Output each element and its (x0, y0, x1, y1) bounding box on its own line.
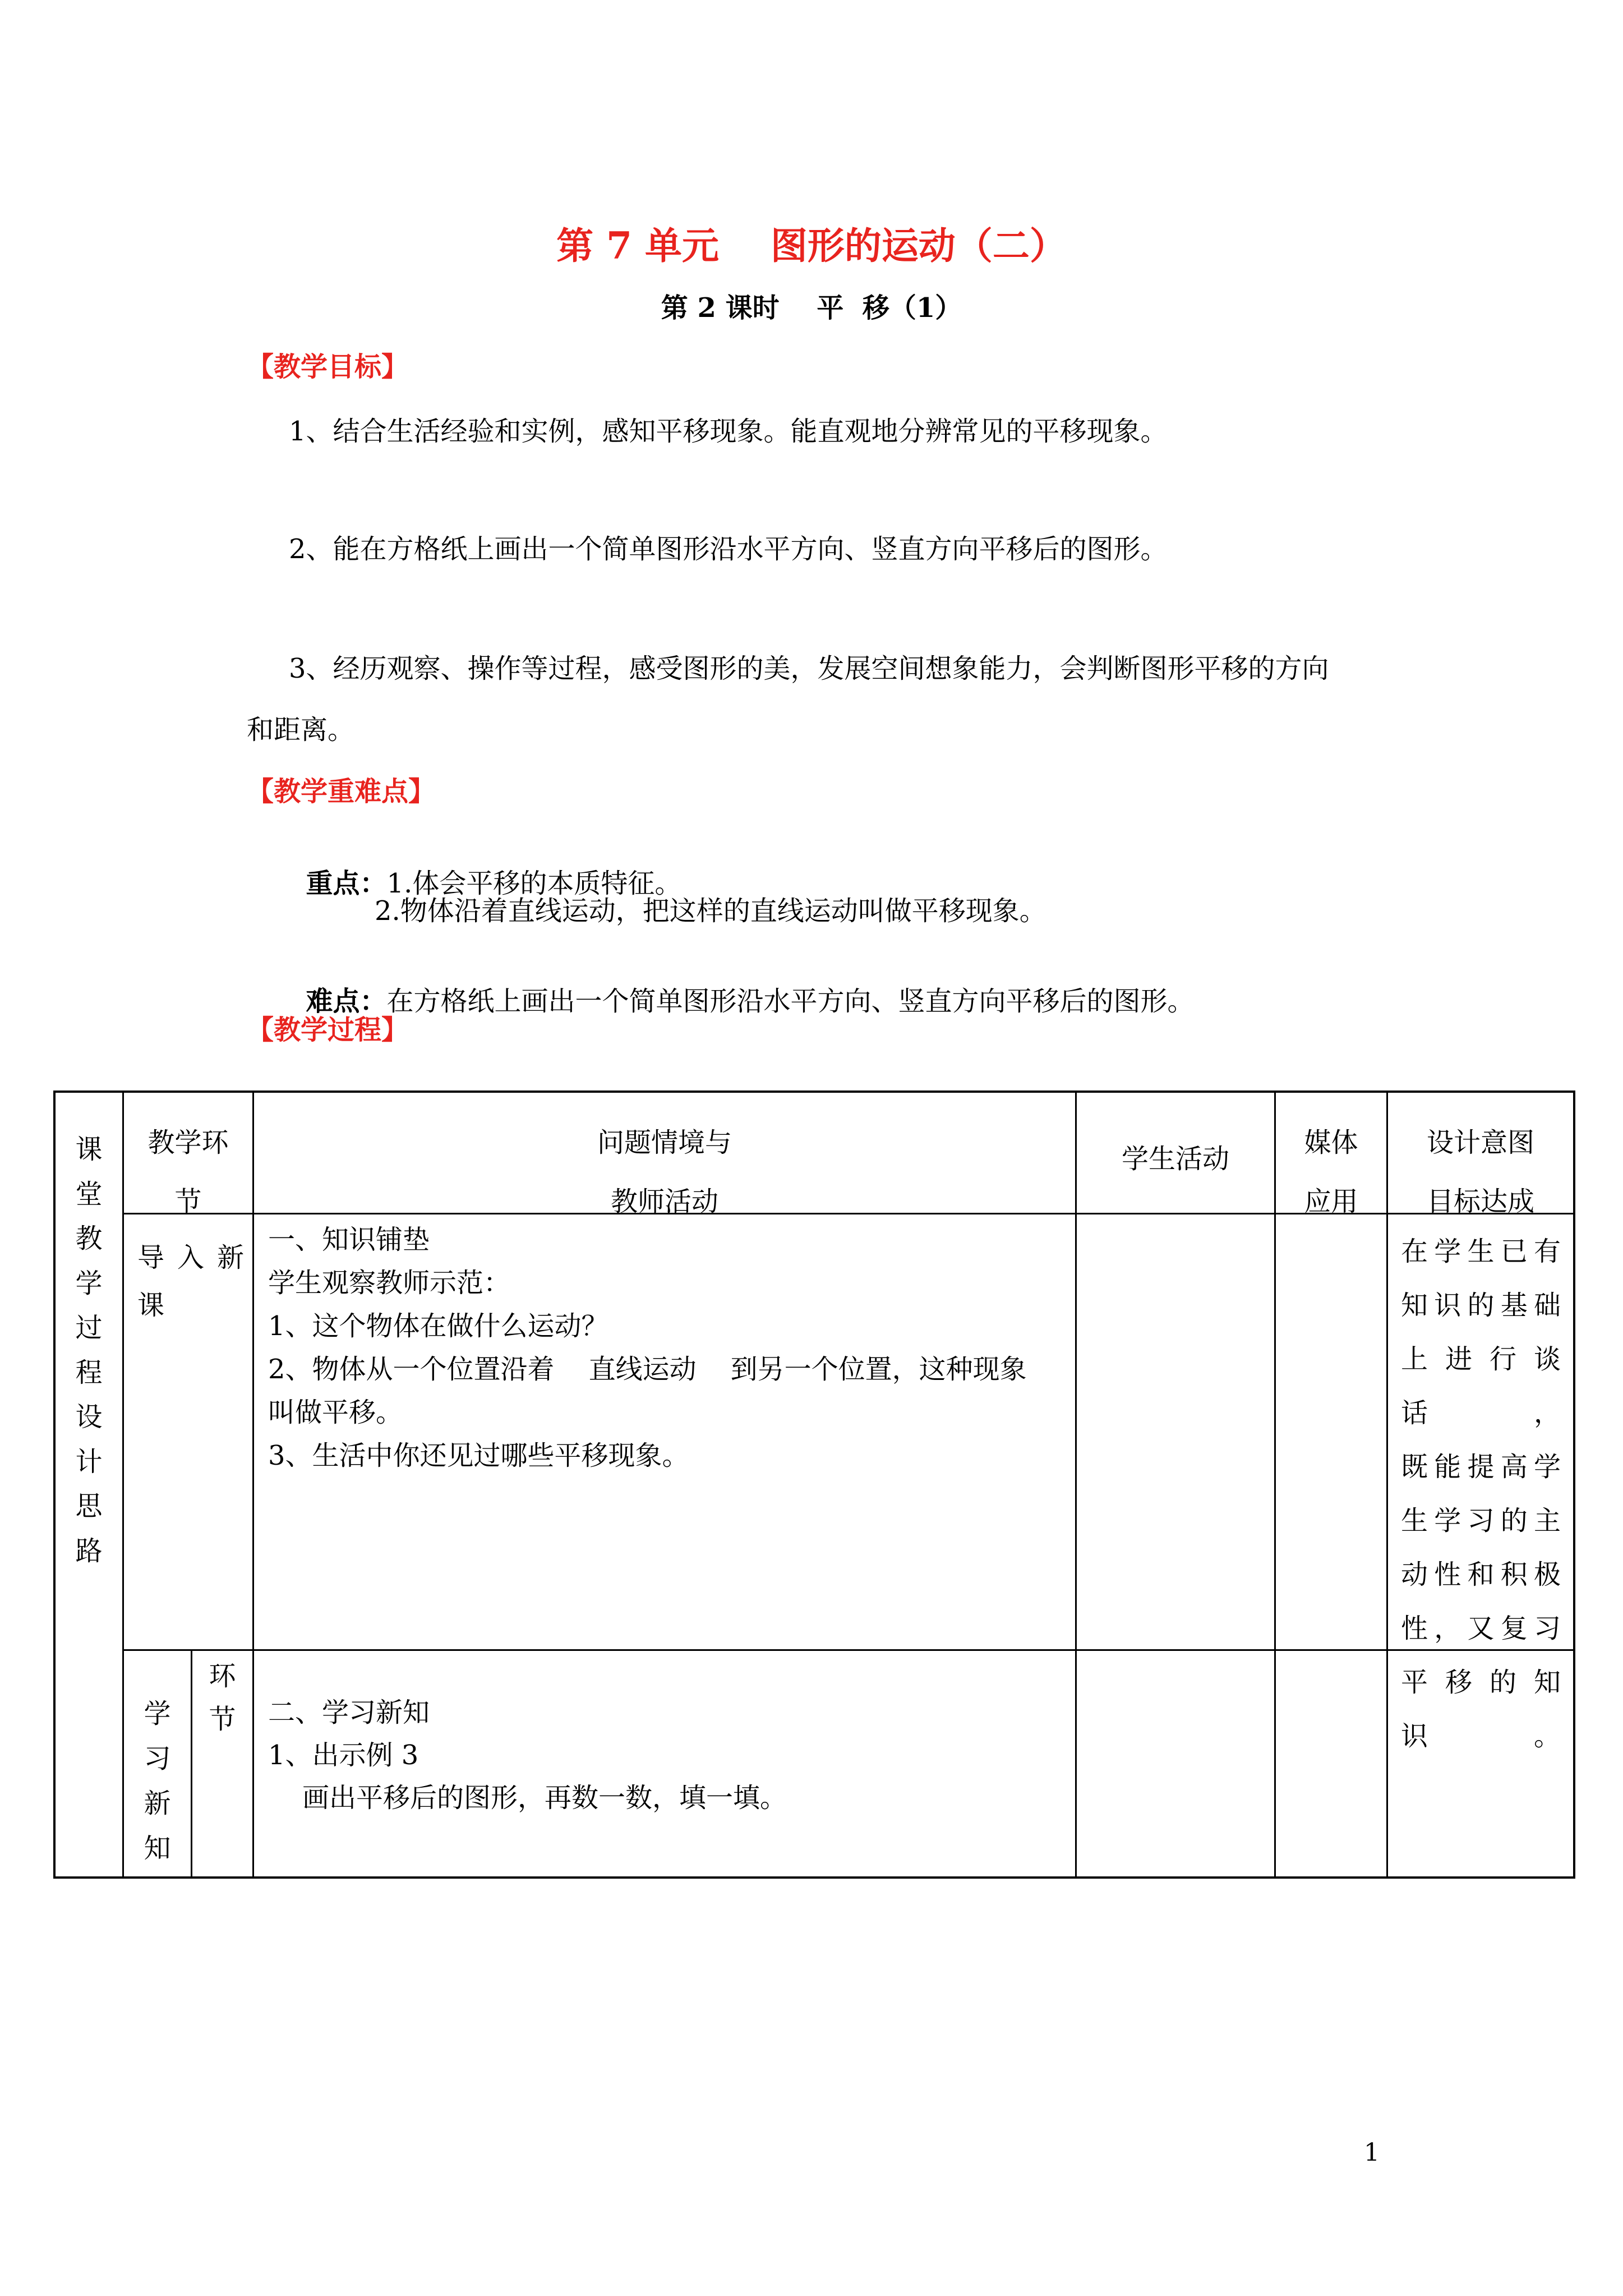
row2-teacher-line: 画出平移后的图形，再数一数，填一填。 (268, 1782, 787, 1814)
header-teacher (254, 1114, 1075, 1231)
objective-item: 3、经历观察、操作等过程，感受图形的美，发展空间想象能力，会判断图形平移的方向 (289, 653, 1329, 684)
objective-item-continued: 和距离。 (247, 714, 355, 746)
header-teacher-line: 问题情境与 (597, 1127, 732, 1158)
page-number: 1 (1364, 2138, 1380, 2167)
header-design-line: 设计意图 (1426, 1127, 1534, 1158)
table-rule (1075, 1091, 1077, 1879)
row1-design-line: 在学生已有 (1401, 1236, 1561, 1267)
row1-teacher-line: 2、物体从一个位置沿着 直线运动 到另一个位置，这种现象 (268, 1354, 1027, 1385)
difficult-point-text: 在方格纸上画出一个简单图形沿水平方向、竖直方向平移后的图形。 (386, 986, 1195, 1017)
row2-teacher-line: 1、出示例 3 (268, 1740, 419, 1771)
row1-design-line: 性，又复习 (1401, 1613, 1561, 1644)
row1-stage-line: 导 入 新 (137, 1242, 244, 1273)
row2-stage-sub-char: 环 (209, 1660, 236, 1692)
header-student: 学生活动 (1121, 1143, 1229, 1175)
row1-stage (137, 1234, 244, 1329)
header-media-line: 媒体 (1304, 1127, 1358, 1158)
row2-stage-char: 知 (144, 1833, 171, 1864)
row1-design-line: 知识的基础 (1401, 1290, 1561, 1321)
process-heading: 【教学过程】 (247, 1014, 409, 1046)
header-design (1388, 1114, 1573, 1231)
row2-stage-char: 习 (144, 1743, 171, 1774)
row1-teacher-line: 一、知识铺垫 (268, 1224, 430, 1255)
side-label-char: 路 (75, 1535, 103, 1567)
objectives-heading: 【教学目标】 (247, 351, 409, 383)
row1-design-line: 平移的知识。 (1401, 1667, 1561, 1752)
row1-design-line: 上进行谈话， (1401, 1343, 1561, 1429)
row2-stage-char: 学 (144, 1698, 171, 1729)
difficult-point-label: 难点： (306, 986, 387, 1017)
key-point-label: 重点： (306, 868, 387, 899)
side-label-char: 教 (75, 1223, 103, 1254)
row2-stage-char: 新 (144, 1788, 171, 1819)
row1-stage-line: 课 (137, 1290, 165, 1321)
row2-teacher-line: 二、学习新知 (268, 1697, 430, 1728)
header-stage-line: 节 (174, 1186, 202, 1217)
objective-item: 2、能在方格纸上画出一个简单图形沿水平方向、竖直方向平移后的图形。 (289, 533, 1168, 565)
row1-teacher-line: 叫做平移。 (268, 1397, 403, 1428)
side-label-char: 设 (75, 1401, 103, 1433)
row1-teacher (268, 1218, 1070, 1478)
objective-item: 1、结合生活经验和实例，感知平移现象。能直观地分辨常见的平移现象。 (289, 416, 1168, 447)
table-border-right (1573, 1091, 1575, 1879)
header-media (1276, 1114, 1386, 1231)
row1-teacher-line: 学生观察教师示范： (268, 1267, 511, 1299)
key-points-heading: 【教学重难点】 (247, 776, 436, 807)
row2-stage-main (124, 1691, 191, 1871)
side-label-char: 堂 (75, 1178, 103, 1210)
header-stage-line: 教学环 (147, 1127, 229, 1158)
side-label-char: 过 (75, 1312, 103, 1343)
row1-design-line: 生学习的主 (1401, 1505, 1561, 1536)
key-point-text: 2.物体沿着直线运动，把这样的直线运动叫做平移现象。 (375, 895, 1046, 927)
header-media-line: 应用 (1304, 1186, 1358, 1217)
table-rule (122, 1649, 1575, 1651)
side-label-char: 程 (75, 1356, 103, 1388)
table-border-top (53, 1091, 1575, 1093)
row1-teacher-line: 1、这个物体在做什么运动？ (268, 1310, 608, 1342)
row1-teacher-line: 3、生活中你还见过哪些平移现象。 (268, 1440, 689, 1471)
difficult-point-row (289, 948, 1195, 1018)
row2-stage-sub (192, 1655, 252, 1741)
row2-stage-sub-char: 节 (209, 1704, 236, 1735)
lesson-subtitle: 第 2 课时 平 移（1） (661, 292, 962, 324)
header-stage (124, 1114, 252, 1231)
side-label-char: 学 (75, 1267, 103, 1299)
header-teacher-line: 教师活动 (610, 1186, 718, 1217)
side-label-char: 计 (75, 1446, 103, 1478)
row1-design-line: 既能提高学 (1401, 1451, 1561, 1483)
side-vertical-label (56, 1128, 122, 1573)
table-border-bottom (53, 1876, 1575, 1879)
side-label-char: 思 (75, 1490, 103, 1522)
row1-design (1401, 1225, 1561, 1763)
side-label-char: 课 (75, 1134, 103, 1165)
key-point-text: 1.体会平移的本质特征。 (386, 868, 682, 899)
document-title: 第 7 单元 图形的运动（二） (556, 224, 1067, 268)
row2-teacher (268, 1691, 1070, 1819)
header-design-line: 目标达成 (1426, 1186, 1534, 1217)
row1-design-line: 动性和积极 (1401, 1559, 1561, 1590)
